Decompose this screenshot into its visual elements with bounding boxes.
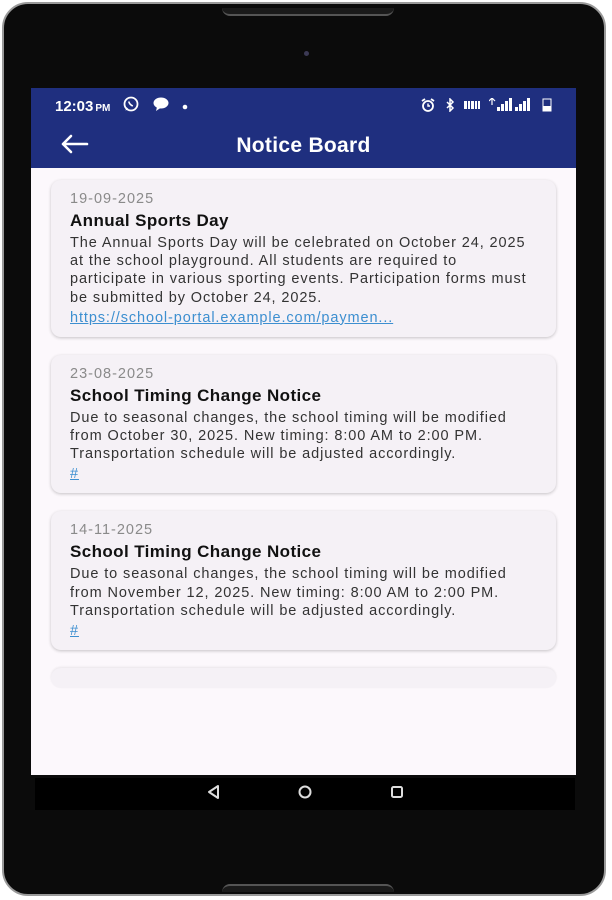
status-time: 12:03 PM — [55, 97, 111, 115]
message-icon — [152, 96, 170, 117]
app-bar — [31, 124, 576, 168]
notice-body: Due to seasonal changes, the school timing will be modified from November 12, 2025. New timing: 8:00 AM to 2:00 PM. Transportation schedule will be adjusted accordingly. — [70, 566, 507, 619]
front-camera — [304, 51, 309, 56]
notice-link[interactable]: # — [70, 466, 79, 483]
notice-title: Annual Sports Day — [70, 211, 229, 230]
notice-body: Due to seasonal changes, the school timing will be modified from October 30, 2025. New timing: 8:00 AM to 2:00 PM. Transportation schedule will be adjusted accordingly. — [70, 409, 507, 463]
notice-link[interactable]: https://school-portal.example.com/paymen... — [70, 309, 394, 326]
notice-date: 23-08-2025 — [70, 365, 155, 382]
battery-icon — [542, 98, 552, 115]
system-nav-bar — [35, 778, 575, 810]
whatsapp-icon — [122, 95, 140, 118]
notice-title: School Timing Change Notice — [70, 385, 322, 405]
notice-link[interactable]: # — [70, 623, 79, 640]
volte-icon — [464, 99, 480, 114]
top-bezel-notch — [222, 8, 394, 16]
home-circle-icon — [297, 784, 313, 805]
signal-icon — [489, 98, 533, 114]
notice-card[interactable] — [51, 355, 556, 494]
notice-body: The Annual Sports Day will be celebrated on October 24, 2025 at the school playground. All students are required to participate in various sporting events. Participation forms must be submitted by October 24, 2025. — [70, 235, 527, 306]
dot-icon — [182, 97, 188, 115]
alarm-icon — [420, 98, 436, 115]
back-button[interactable] — [57, 132, 91, 160]
recents-square-icon — [389, 784, 405, 805]
arrow-left-icon — [59, 134, 89, 159]
status-bar — [31, 88, 576, 124]
notice-date: 14-11-2025 — [70, 522, 154, 539]
back-triangle-icon — [206, 784, 220, 805]
nav-home-button[interactable] — [294, 783, 316, 805]
notice-card[interactable] — [51, 180, 556, 337]
nav-recents-button[interactable] — [386, 783, 408, 805]
notice-list[interactable] — [31, 168, 576, 688]
notice-date: 19-09-2025 — [70, 191, 155, 207]
bottom-bezel-notch — [222, 884, 394, 892]
page-title: Notice Board — [236, 134, 371, 157]
notice-card[interactable] — [51, 511, 556, 650]
app-screen — [31, 88, 576, 775]
nav-back-button[interactable] — [202, 783, 224, 805]
notice-title: School Timing Change Notice — [70, 542, 322, 562]
bluetooth-icon — [445, 98, 455, 115]
notice-card-partial[interactable] — [51, 668, 556, 688]
